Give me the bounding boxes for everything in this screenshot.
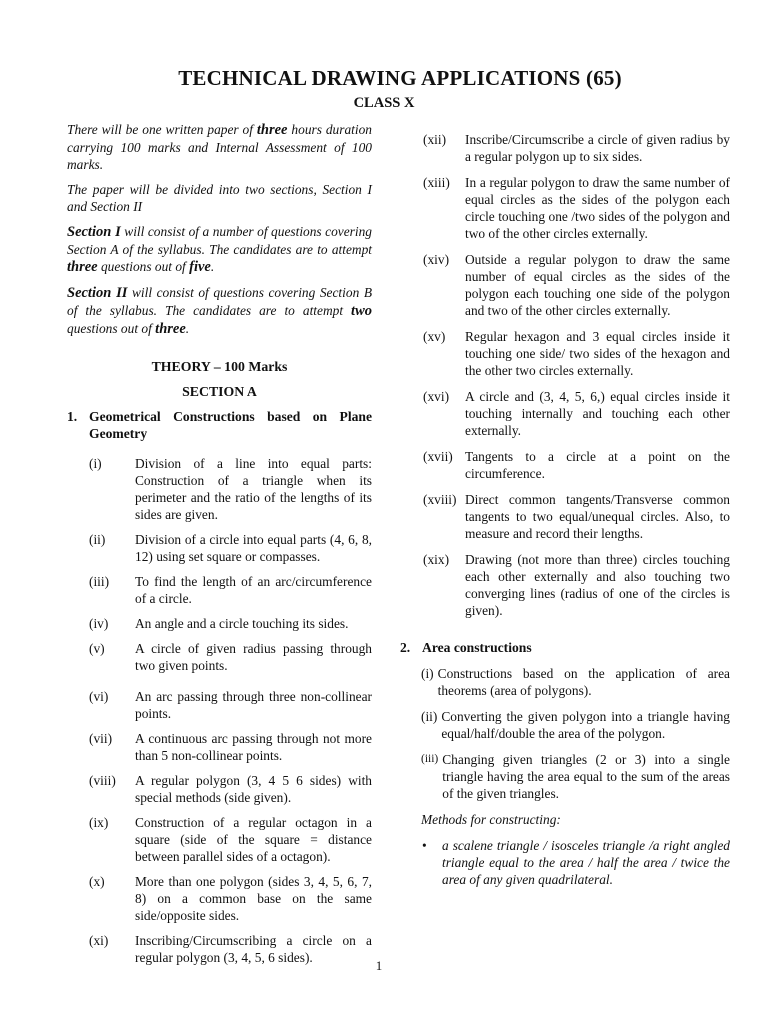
list-item: (xii) Inscribe/Circumscribe a circle of given radius by a regular polygon up to six sides.	[423, 132, 730, 164]
theory-heading: THEORY – 100 Marks	[151, 359, 288, 374]
page-number: 1	[375, 958, 383, 973]
list-item: (ii) Division of a circle into equal parts (4, 6, 8, 12) using set square or compasses.	[89, 532, 372, 564]
methods-heading: Methods for constructing:	[421, 812, 561, 827]
list-item: (x) More than one polygon (sides 3, 4, 5, 6, 7, 8) on a common base on the same side/opposite sides.	[89, 874, 372, 923]
intro-paragraph-4: Section II will consist of questions covering Section B of the syllabus. The candidates are to attempt two questions out of three.	[67, 285, 372, 337]
list-item: (xv) Regular hexagon and 3 equal circles inside it touching one side/ two sides of the hexagon and the other two circles externally.	[423, 329, 730, 378]
intro-paragraph-2: The paper will be divided into two sections, Section I and Section II	[67, 182, 372, 214]
topic-2-heading: 2. Area constructions	[400, 640, 532, 655]
page-subtitle: CLASS X	[353, 95, 415, 111]
list-item: (i) Division of a line into equal parts: Construction of a triangle when its perimeter and the ratio of the lengths of its sides are given.	[89, 456, 372, 522]
list-item: (ix) Construction of a regular octagon in a square (side of the square = distance between parallel sides of a octagon).	[89, 815, 372, 864]
list-item: (xvii) Tangents to a circle at a point on the circumference.	[423, 449, 730, 481]
list-item: (xviii) Direct common tangents/Transverse common tangents to two equal/unequal circles. Also, to measure and record their lengths.	[423, 492, 730, 541]
page-title: TECHNICAL DRAWING APPLICATIONS (65)	[178, 66, 622, 90]
list-item: (vii) A continuous arc passing through not more than 5 non-collinear points.	[89, 731, 372, 763]
topic-1-heading: 1. Geometrical Constructions based on Plane Geometry	[67, 409, 372, 441]
list-item: (iii) Changing given triangles (2 or 3) into a single triangle having the area equal to the sum of the areas of the given triangles.	[421, 752, 730, 801]
list-item: (iii) To find the length of an arc/circumference of a circle.	[89, 574, 372, 606]
list-item: (ii) Converting the given polygon into a triangle having equal/half/double the area of the polygon.	[421, 709, 730, 741]
left-column	[67, 121, 372, 966]
section-heading: SECTION A	[182, 384, 257, 399]
list-item: (viii) A regular polygon (3, 4 5 6 sides) with special methods (side given).	[89, 773, 372, 805]
right-column	[400, 131, 730, 888]
list-item: (xiii) In a regular polygon to draw the same number of equal circles as the sides of the polygon each circle touching one /two sides of the polygon and two of the other circles externally.	[423, 175, 730, 241]
intro-paragraph-3: Section I will consist of a number of questions covering Section A of the syllabus. The candidates are to attempt three questions out of five.	[67, 224, 372, 275]
bullet-icon: •	[422, 838, 427, 853]
list-item: (xix) Drawing (not more than three) circles touching each other externally and also touching two converging lines (radius of one of the circles is given).	[423, 552, 730, 618]
intro-paragraph-1: There will be one written paper of three hours duration carrying 100 marks and Internal Assessment of 100 marks.	[67, 122, 372, 172]
list-item: (xvi) A circle and (3, 4, 5, 6,) equal circles inside it touching internally and touching each other externally.	[423, 389, 730, 438]
bullet-item: • a scalene triangle / isosceles triangle /a right angled triangle equal to the area / half the area / twice the area of any given quadrilateral.	[422, 838, 730, 887]
list-item: (xiv) Outside a regular polygon to draw the same number of equal circles as the sides of the polygon each touching one side of the polygon and two of the other circles externally.	[423, 252, 730, 318]
list-item: (xi) Inscribing/Circumscribing a circle on a regular polygon (3, 4, 5, 6 sides).	[89, 933, 372, 965]
list-item: (iv) An angle and a circle touching its sides.	[89, 616, 349, 631]
list-item: (v) A circle of given radius passing through two given points.	[89, 641, 372, 673]
list-item: (vi) An arc passing through three non-collinear points.	[89, 689, 372, 721]
list-item: (i) Constructions based on the application of area theorems (area of polygons).	[421, 666, 730, 698]
